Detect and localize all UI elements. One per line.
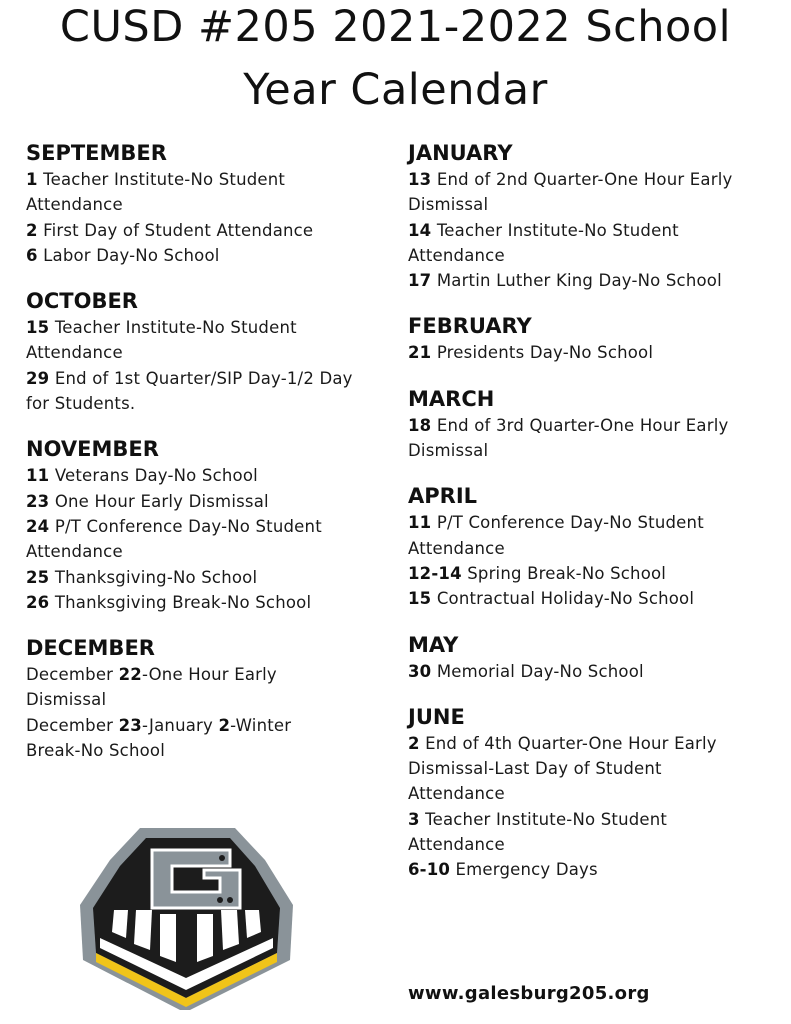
event-date: 17 bbox=[408, 271, 432, 291]
event-date: 23 bbox=[118, 715, 142, 735]
event-line bbox=[408, 731, 773, 756]
event-line bbox=[26, 463, 391, 488]
event-date: 14 bbox=[408, 220, 432, 240]
galesburg-g-helmet-logo-icon bbox=[80, 810, 293, 1010]
page-title-line-1: CUSD #205 2021-2022 School bbox=[59, 2, 732, 52]
month-heading: JANUARY bbox=[408, 141, 513, 165]
event-line bbox=[408, 218, 773, 243]
month-heading: MAY bbox=[408, 632, 459, 657]
month-section-april bbox=[408, 482, 773, 611]
event-date: 30 bbox=[408, 661, 432, 681]
event-line bbox=[26, 539, 391, 564]
event-line bbox=[408, 561, 773, 586]
event-text: P/T Conference Day-No Student bbox=[431, 513, 704, 533]
event-line bbox=[408, 807, 773, 832]
month-section-february bbox=[408, 312, 773, 365]
event-date: 6-10 bbox=[408, 860, 451, 880]
event-text: Emergency Days bbox=[450, 860, 598, 880]
event-text: Break-No School bbox=[26, 741, 165, 761]
event-date: 2 bbox=[218, 715, 231, 735]
event-date: 6 bbox=[26, 245, 38, 265]
event-text: Memorial Day-No School bbox=[431, 661, 644, 681]
event-date: 13 bbox=[408, 170, 432, 189]
event-text: -Winter bbox=[230, 715, 292, 735]
event-line bbox=[26, 315, 391, 340]
event-date: 18 bbox=[408, 415, 432, 435]
event-line bbox=[408, 243, 773, 268]
event-text: Dismissal bbox=[408, 441, 489, 461]
event-line bbox=[408, 268, 773, 293]
month-section-december bbox=[26, 634, 391, 763]
event-text: Attendance bbox=[408, 784, 505, 804]
event-line bbox=[26, 738, 391, 763]
event-text: December bbox=[26, 665, 119, 685]
event-text: Dismissal bbox=[408, 195, 489, 215]
event-line bbox=[26, 489, 391, 514]
event-line bbox=[408, 536, 773, 561]
event-text: First Day of Student Attendance bbox=[37, 220, 314, 240]
event-line bbox=[26, 713, 391, 738]
event-date: 15 bbox=[408, 589, 432, 609]
month-section-may bbox=[408, 631, 773, 684]
event-line bbox=[408, 340, 773, 365]
event-date: 24 bbox=[26, 516, 50, 536]
event-line bbox=[408, 510, 773, 535]
event-line bbox=[26, 391, 391, 416]
month-heading: APRIL bbox=[408, 484, 478, 509]
event-line bbox=[26, 662, 391, 687]
event-text: Attendance bbox=[26, 542, 123, 562]
event-line bbox=[26, 687, 391, 712]
event-text: Attendance bbox=[26, 195, 123, 215]
event-date: 2 bbox=[408, 733, 420, 753]
event-text: Teacher Institute-No Student bbox=[419, 809, 668, 829]
event-text: Presidents Day-No School bbox=[431, 343, 654, 363]
event-line bbox=[26, 218, 391, 243]
event-text: Attendance bbox=[408, 538, 505, 558]
month-section-january bbox=[408, 139, 773, 293]
event-line bbox=[26, 590, 391, 615]
event-line bbox=[26, 192, 391, 217]
event-text: December bbox=[26, 715, 119, 735]
event-text: Attendance bbox=[408, 835, 505, 855]
event-text: Thanksgiving-No School bbox=[49, 567, 258, 587]
month-heading: OCTOBER bbox=[26, 289, 138, 314]
event-date: 2 bbox=[26, 220, 38, 240]
event-text: Thanksgiving Break-No School bbox=[49, 592, 312, 612]
event-date: 23 bbox=[26, 491, 50, 511]
event-text: Veterans Day-No School bbox=[49, 466, 258, 486]
month-heading: MARCH bbox=[408, 386, 495, 411]
event-text: End of 3rd Quarter-One Hour Early bbox=[431, 415, 729, 435]
month-heading: SEPTEMBER bbox=[26, 141, 167, 165]
month-heading: FEBRUARY bbox=[408, 314, 532, 339]
event-date: 11 bbox=[408, 513, 432, 533]
event-text: -January bbox=[141, 715, 219, 735]
event-line bbox=[26, 366, 391, 391]
event-text: -One Hour Early bbox=[141, 665, 277, 685]
event-date: 25 bbox=[26, 567, 50, 587]
event-text: Spring Break-No School bbox=[461, 563, 667, 583]
event-text: Dismissal-Last Day of Student bbox=[408, 759, 662, 779]
event-date: 12-14 bbox=[408, 563, 462, 583]
left-column bbox=[26, 139, 391, 782]
event-text: Labor Day-No School bbox=[37, 245, 220, 265]
event-date: 21 bbox=[408, 343, 432, 363]
event-line bbox=[26, 243, 391, 268]
event-text: Teacher Institute-No Student bbox=[49, 318, 297, 338]
month-section-june bbox=[408, 703, 773, 883]
event-line bbox=[26, 514, 391, 539]
event-text: for Students. bbox=[26, 394, 136, 414]
event-date: 26 bbox=[26, 592, 50, 612]
event-date: 15 bbox=[26, 318, 50, 338]
event-text: Attendance bbox=[408, 245, 505, 265]
event-date: 11 bbox=[26, 466, 50, 486]
event-line bbox=[26, 565, 391, 590]
month-section-march bbox=[408, 385, 773, 464]
event-line bbox=[408, 192, 773, 217]
event-line bbox=[408, 438, 773, 463]
event-date: 1 bbox=[26, 170, 38, 189]
month-section-september bbox=[26, 139, 391, 268]
month-section-november bbox=[26, 435, 391, 615]
event-line bbox=[408, 756, 773, 781]
event-line bbox=[408, 659, 773, 684]
event-text: End of 2nd Quarter-One Hour Early bbox=[431, 170, 733, 189]
event-line bbox=[408, 167, 773, 192]
event-line bbox=[408, 413, 773, 438]
event-text: End of 4th Quarter-One Hour Early bbox=[419, 733, 717, 753]
right-column bbox=[408, 139, 773, 902]
event-line bbox=[408, 832, 773, 857]
event-text: One Hour Early Dismissal bbox=[49, 491, 269, 511]
event-text: Attendance bbox=[26, 343, 123, 363]
event-text: P/T Conference Day-No Student bbox=[49, 516, 322, 536]
event-text: Martin Luther King Day-No School bbox=[431, 271, 722, 291]
month-section-october bbox=[26, 287, 391, 416]
event-text: Contractual Holiday-No School bbox=[431, 589, 695, 609]
event-date: 3 bbox=[408, 809, 420, 829]
event-line bbox=[408, 857, 773, 882]
event-line bbox=[26, 167, 391, 192]
event-date: 22 bbox=[118, 665, 142, 685]
event-date: 29 bbox=[26, 368, 50, 388]
event-line bbox=[26, 340, 391, 365]
event-text: Dismissal bbox=[26, 690, 107, 710]
event-text: Teacher Institute-No Student bbox=[431, 220, 679, 240]
page-title-line-2: Year Calendar bbox=[243, 65, 548, 115]
website-url: www.galesburg205.org bbox=[408, 983, 650, 1004]
event-line bbox=[408, 586, 773, 611]
event-text: Teacher Institute-No Student bbox=[37, 170, 286, 189]
month-heading: JUNE bbox=[408, 704, 465, 729]
event-text: End of 1st Quarter/SIP Day-1/2 Day bbox=[49, 368, 353, 388]
month-heading: NOVEMBER bbox=[26, 437, 159, 462]
month-heading: DECEMBER bbox=[26, 636, 155, 661]
event-line bbox=[408, 781, 773, 806]
